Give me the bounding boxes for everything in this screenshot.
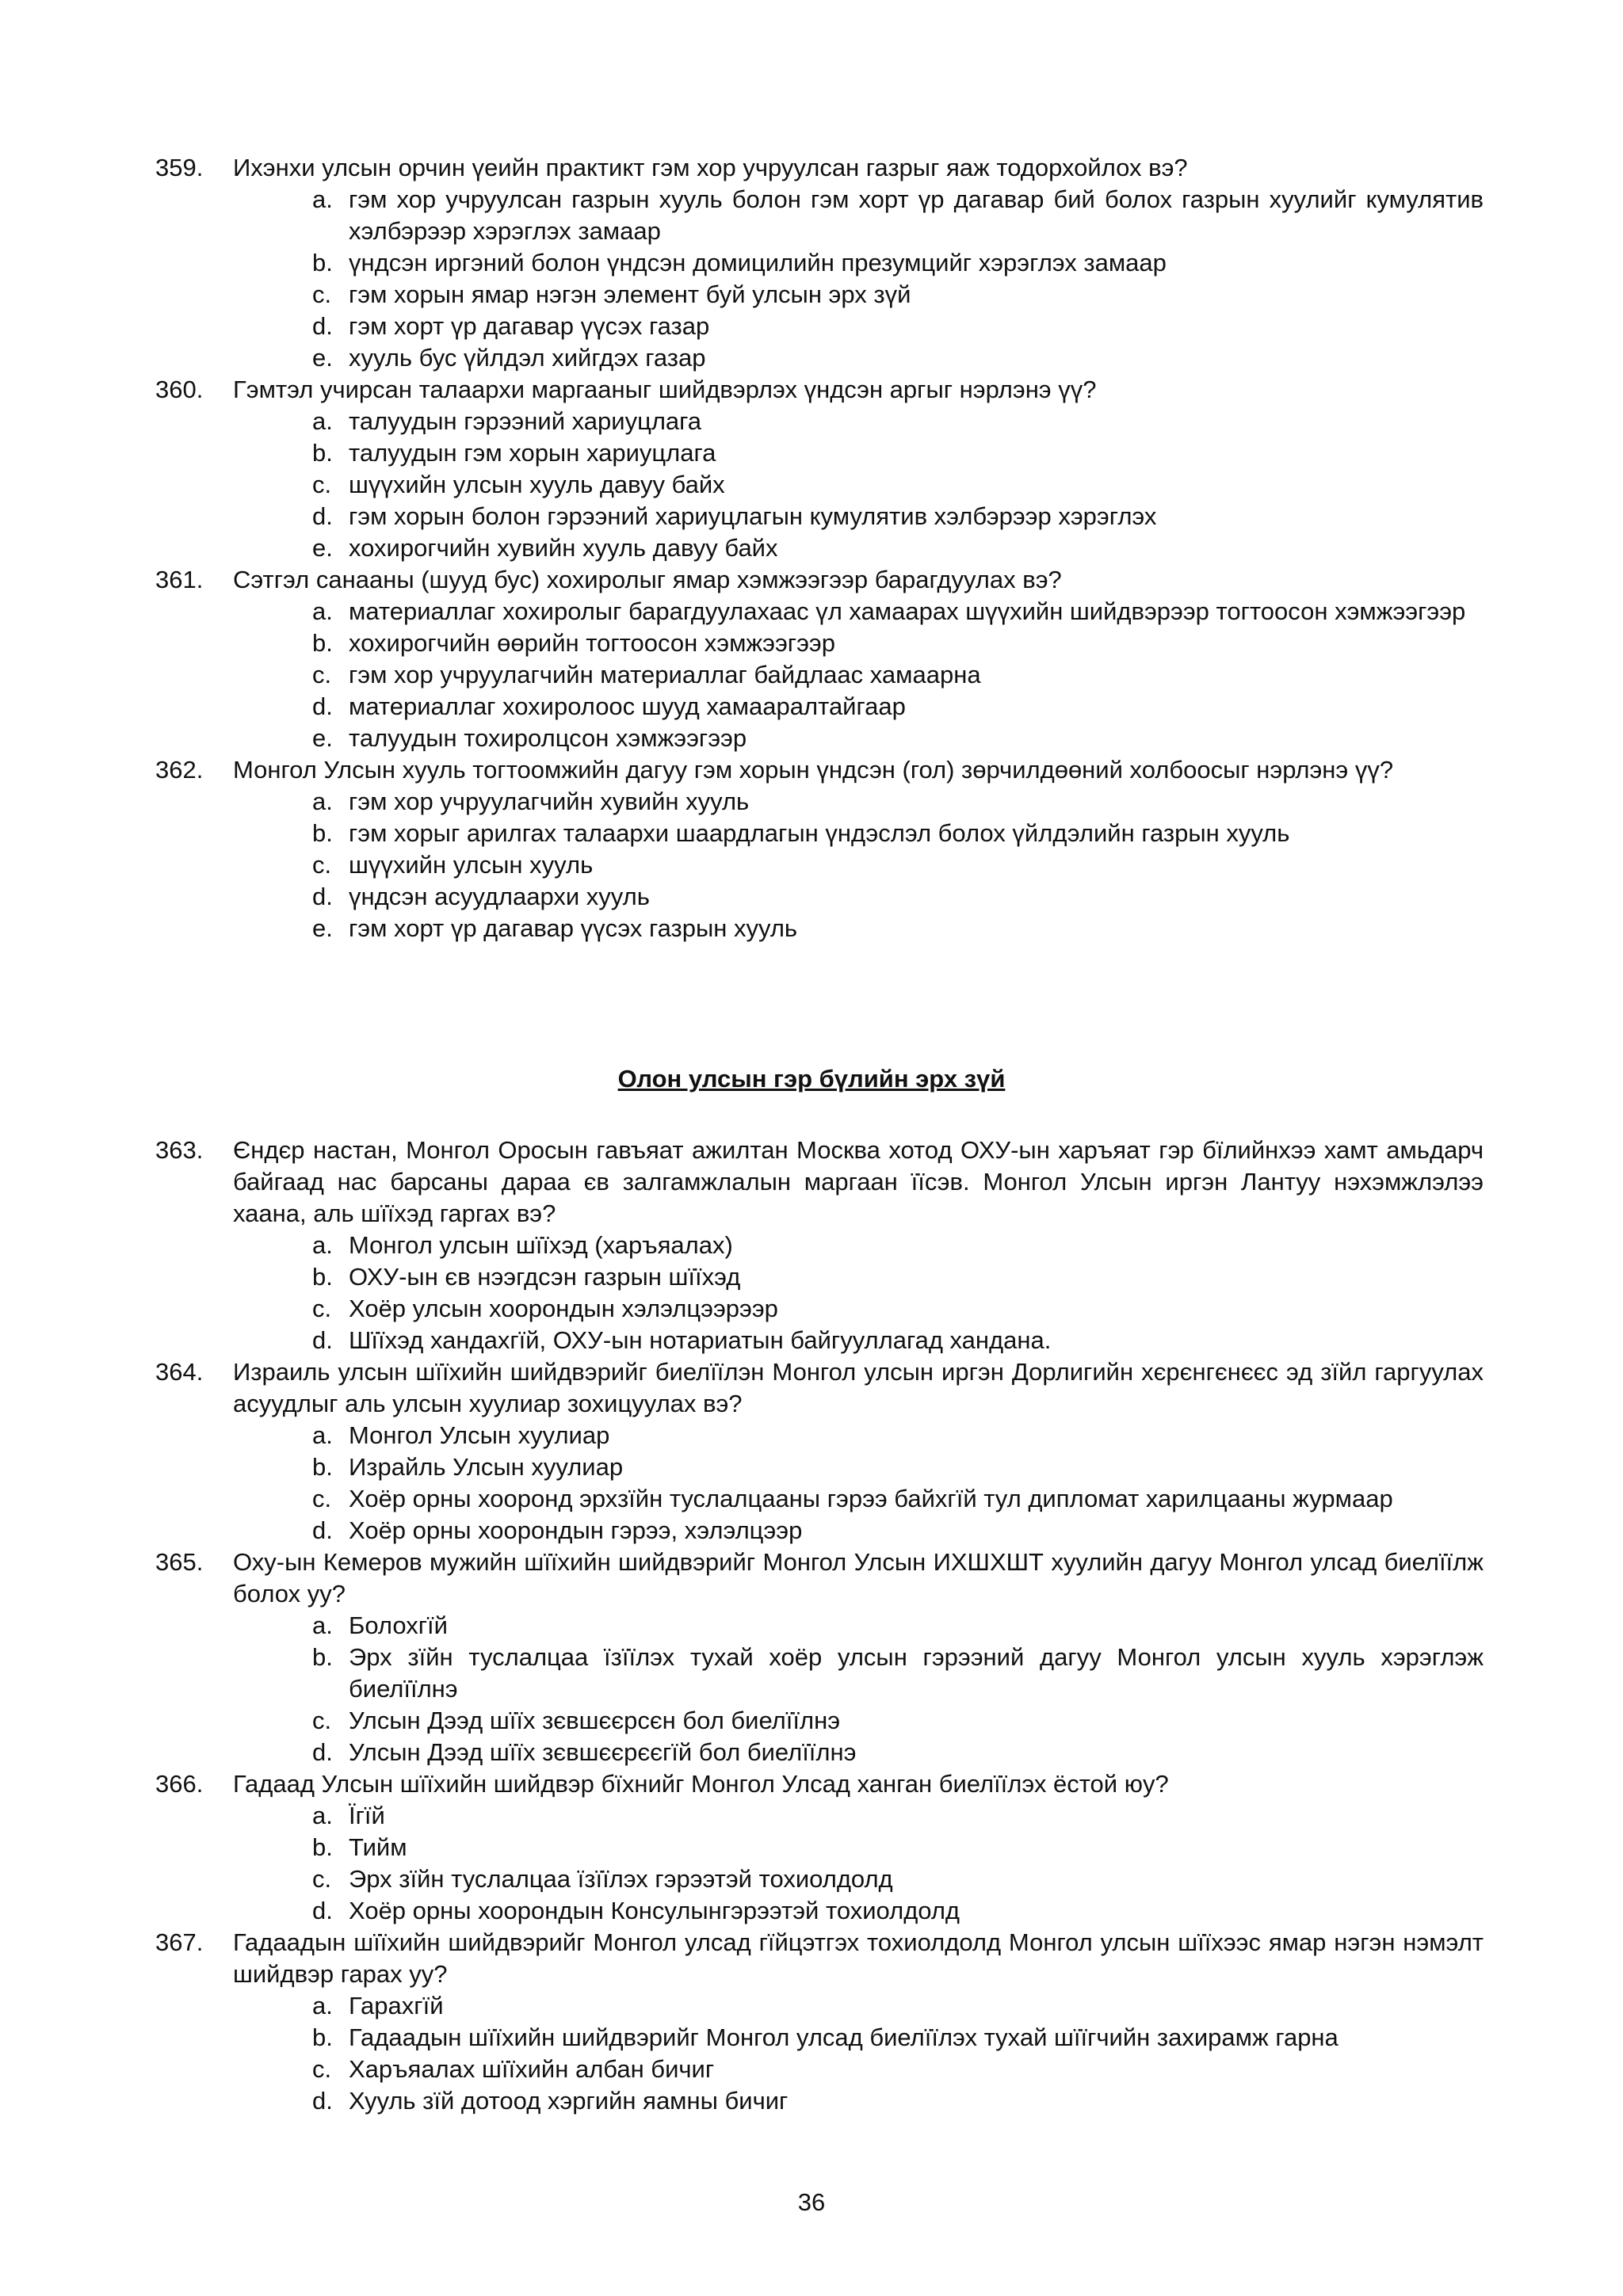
answer-option — [312, 2054, 1484, 2085]
question-item — [155, 1135, 1484, 1356]
question-item — [155, 1927, 1484, 2117]
option-letter: a. — [312, 1802, 333, 1829]
option-letter: d. — [312, 1326, 333, 1354]
option-text: Улсын Дээд шїїх зєвшєєрсєн бол биелїїлнэ — [349, 1707, 841, 1734]
question-row — [155, 1547, 1484, 1610]
question-text: Оху-ын Кемеров мужийн шїїхийн шийдвэрийг Монгол Улсын ИХШХШТ хуулийн дагуу Монгол улсад биелїїлж болох уу? — [233, 1548, 1484, 1608]
question-text: Єндєр настан, Монгол Оросын гавъяат ажилтан Москва хотод ОХУ-ын харъяат гэр бїлийнхээ хамт амьдарч байгаад нас барсаны дараа єв залгамжлалын маргаан їїсэв. Монгол Улсын иргэн Лантуу нэхэмжлэлээ хаана, аль шїїхэд гаргах вэ? — [233, 1136, 1484, 1227]
answer-option — [312, 437, 1484, 469]
question-item — [155, 374, 1484, 564]
option-letter: b. — [312, 439, 333, 467]
question-row — [155, 1768, 1484, 1800]
answer-option — [312, 279, 1484, 311]
option-letter: a. — [312, 1611, 333, 1639]
option-text: үндсэн иргэний болон үндсэн домицилийн презумцийг хэрэглэх замаар — [349, 249, 1167, 277]
option-letter: b. — [312, 1833, 333, 1861]
answer-option — [312, 596, 1484, 627]
option-text: Эрх зїйн туслалцаа їзїїлэх гэрээтэй тохиолдолд — [349, 1865, 893, 1893]
option-text: шүүхийн улсын хууль — [349, 851, 594, 879]
option-letter: d. — [312, 312, 333, 340]
option-letter: d. — [312, 1897, 333, 1924]
option-text: Хууль зїй дотоод хэргийн яамны бичиг — [349, 2087, 789, 2115]
answer-option — [312, 1420, 1484, 1451]
answer-option — [312, 1832, 1484, 1863]
option-text: Эрх зїйн туслалцаа їзїїлэх тухай хоёр улсын гэрээний дагуу Монгол улсын хууль хэрэглэж биелїїлнэ — [349, 1643, 1484, 1703]
answer-option — [312, 311, 1484, 342]
question-item — [155, 564, 1484, 754]
question-text: Гадаад Улсын шїїхийн шийдвэр бїхнийг Монгол Улсад ханган биелїїлэх ёстой юу? — [233, 1770, 1169, 1798]
option-letter: c. — [312, 2055, 332, 2083]
question-item — [155, 152, 1484, 374]
option-letter: a. — [312, 1421, 333, 1449]
option-text: гэм хорыг арилгах талаархи шаардлагын үндэслэл болох үйлдэлийн газрын хууль — [349, 819, 1290, 847]
option-text: гэм хорын болон гэрээний хариуцлагын кумулятив хэлбэрээр хэрэглэх — [349, 502, 1157, 530]
option-text: гэм хор учруулагчийн материаллаг байдлаас хамаарна — [349, 661, 981, 688]
option-text: Монгол улсын шїїхэд (харъяалах) — [349, 1231, 733, 1259]
option-text: хууль бус үйлдэл хийгдэх газар — [349, 344, 706, 372]
answer-option — [312, 849, 1484, 881]
question-row — [155, 1135, 1484, 1230]
option-text: талуудын тохиролцсон хэмжээгээр — [349, 724, 747, 752]
option-text: гэм хорт үр дагавар үүсэх газар — [349, 312, 710, 340]
option-text: Болохгїй — [349, 1611, 448, 1639]
answer-option — [312, 1230, 1484, 1261]
option-letter: e. — [312, 914, 333, 942]
option-letter: e. — [312, 534, 333, 562]
option-letter: b. — [312, 1263, 333, 1291]
question-item — [155, 754, 1484, 944]
answer-option — [312, 723, 1484, 754]
question-text: Гэмтэл учирсан талаархи маргааныг шийдвэрлэх үндсэн аргыг нэрлэнэ үү? — [233, 376, 1097, 403]
option-text: материаллаг хохиролоос шууд хамааралтайгаар — [349, 692, 906, 720]
question-row — [155, 152, 1484, 184]
option-letter: d. — [312, 883, 333, 910]
answer-option — [312, 1325, 1484, 1356]
option-letter: b. — [312, 629, 333, 657]
option-letter: b. — [312, 1643, 333, 1671]
option-text: ОХУ-ын єв нээгдсэн газрын шїїхэд — [349, 1263, 741, 1291]
question-item — [155, 1547, 1484, 1768]
question-number: 359. — [155, 154, 204, 181]
option-letter: c. — [312, 1865, 332, 1893]
option-text: Тийм — [349, 1833, 407, 1861]
option-letter: a. — [312, 185, 333, 213]
answer-option — [312, 1990, 1484, 2022]
question-item — [155, 1768, 1484, 1927]
option-letter: d. — [312, 692, 333, 720]
option-letter: c. — [312, 661, 332, 688]
option-letter: a. — [312, 1231, 333, 1259]
question-number: 367. — [155, 1928, 204, 1956]
question-group-tort — [155, 152, 1484, 944]
question-number: 361. — [155, 566, 204, 593]
answer-option — [312, 1895, 1484, 1927]
option-letter: c. — [312, 280, 332, 308]
option-letter: a. — [312, 597, 333, 625]
question-row — [155, 754, 1484, 786]
section-title: Олон улсын гэр бүлийн эрх зүй — [617, 1065, 1006, 1093]
option-text: талуудын гэрээний хариуцлага — [349, 407, 702, 435]
option-letter: e. — [312, 724, 333, 752]
answer-option — [312, 1451, 1484, 1483]
answer-option — [312, 184, 1484, 247]
option-text: Израйль Улсын хуулиар — [349, 1453, 624, 1481]
question-row — [155, 374, 1484, 406]
question-group-family-law — [155, 1135, 1484, 2117]
option-text: Хоёр орны хоорондын Консулынгэрээтэй тохиолдолд — [349, 1897, 960, 1924]
question-row — [155, 1356, 1484, 1420]
option-letter: d. — [312, 2087, 333, 2115]
option-text: Хоёр орны хооронд эрхзїйн туслалцааны гэрээ байхгїй тул дипломат харилцааны журмаар — [349, 1485, 1393, 1512]
question-row — [155, 1927, 1484, 1990]
question-text: Монгол Улсын хууль тогтоомжийн дагуу гэм хорын үндсэн (гол) зөрчилдөөний холбоосыг нэрлэнэ үү? — [233, 756, 1394, 784]
answer-option — [312, 1737, 1484, 1768]
option-text: гэм хор учруулсан газрын хууль болон гэм хорт үр дагавар бий болох газрын хуулийг кумулятив хэлбэрээр хэрэглэх замаар — [349, 185, 1484, 245]
option-text: хохирогчийн хувийн хууль давуу байх — [349, 534, 778, 562]
option-text: Їгїй — [349, 1802, 385, 1829]
option-text: Гарахгїй — [349, 1992, 444, 2019]
option-text: материаллаг хохиролыг барагдуулахаас үл хамаарах шүүхийн шийдвэрээр тогтоосон хэмжээгээр — [349, 597, 1466, 625]
option-text: талуудын гэм хорын хариуцлага — [349, 439, 716, 467]
answer-option — [312, 659, 1484, 691]
option-text: шүүхийн улсын хууль давуу байх — [349, 471, 725, 498]
option-text: хохирогчийн өөрийн тогтоосон хэмжээгээр — [349, 629, 835, 657]
answer-option — [312, 247, 1484, 279]
question-number: 366. — [155, 1770, 204, 1798]
option-text: үндсэн асуудлаархи хууль — [349, 883, 650, 910]
answer-option — [312, 913, 1484, 944]
question-text: Ихэнхи улсын орчин үеийн практикт гэм хор учруулсан газрыг яаж тодорхойлох вэ? — [233, 154, 1188, 181]
question-item — [155, 1356, 1484, 1547]
option-text: Харъяалах шїїхийн албан бичиг — [349, 2055, 715, 2083]
page-number: 36 — [797, 2188, 826, 2216]
option-text: гэм хорт үр дагавар үүсэх газрын хууль — [349, 914, 798, 942]
answer-option — [312, 881, 1484, 913]
question-text: Израиль улсын шїїхийн шийдвэрийг биелїїлэн Монгол улсын иргэн Дорлигийн хєрєнгєнєєс эд зїйл гаргуулах асуудлыг аль улсын хуулиар зохицуулах вэ? — [233, 1358, 1484, 1417]
option-letter: a. — [312, 788, 333, 815]
answer-option — [312, 1642, 1484, 1705]
answer-option — [312, 1800, 1484, 1832]
option-text: Шїїхэд хандахгїй, ОХУ-ын нотариатын байгууллагад хандана. — [349, 1326, 1052, 1354]
answer-option — [312, 1483, 1484, 1515]
option-text: Монгол Улсын хуулиар — [349, 1421, 610, 1449]
option-letter: a. — [312, 407, 333, 435]
option-letter: c. — [312, 1707, 332, 1734]
option-letter: b. — [312, 1453, 333, 1481]
option-letter: c. — [312, 471, 332, 498]
answer-option — [312, 1610, 1484, 1642]
question-text: Сэтгэл санааны (шууд бус) хохиролыг ямар хэмжээгээр барагдуулах вэ? — [233, 566, 1062, 593]
option-letter: d. — [312, 502, 333, 530]
option-text: Гадаадын шїїхийн шийдвэрийг Монгол улсад биелїїлэх тухай шїїгчийн захирамж гарна — [349, 2023, 1338, 2051]
answer-option — [312, 1863, 1484, 1895]
question-number: 365. — [155, 1548, 204, 1576]
question-row — [155, 564, 1484, 596]
answer-option — [312, 818, 1484, 849]
option-letter: d. — [312, 1738, 333, 1766]
answer-option — [312, 786, 1484, 818]
answer-option — [312, 1705, 1484, 1737]
answer-option — [312, 532, 1484, 564]
answer-option — [312, 342, 1484, 374]
answer-option — [312, 691, 1484, 723]
question-number: 362. — [155, 756, 204, 784]
question-number: 363. — [155, 1136, 204, 1164]
option-letter: b. — [312, 819, 333, 847]
option-letter: b. — [312, 249, 333, 277]
option-letter: c. — [312, 851, 332, 879]
answer-option — [312, 2085, 1484, 2117]
answer-option — [312, 406, 1484, 437]
option-text: Улсын Дээд шїїх зєвшєєрєєгїй бол биелїїлнэ — [349, 1738, 857, 1766]
answer-option — [312, 1515, 1484, 1547]
answer-option — [312, 627, 1484, 659]
question-number: 364. — [155, 1358, 204, 1386]
question-number: 360. — [155, 376, 204, 403]
option-text: Хоёр улсын хоорондын хэлэлцээрээр — [349, 1295, 778, 1322]
answer-option — [312, 1293, 1484, 1325]
option-letter: a. — [312, 1992, 333, 2019]
option-letter: c. — [312, 1485, 332, 1512]
answer-option — [312, 1261, 1484, 1293]
option-letter: b. — [312, 2023, 333, 2051]
option-letter: c. — [312, 1295, 332, 1322]
option-text: Хоёр орны хоорондын гэрээ, хэлэлцээр — [349, 1516, 803, 1544]
answer-option — [312, 469, 1484, 501]
question-text: Гадаадын шїїхийн шийдвэрийг Монгол улсад гїйцэтгэх тохиолдолд Монгол улсын шїїхээс ямар нэгэн нэмэлт шийдвэр гарах уу? — [233, 1928, 1484, 1988]
option-letter: e. — [312, 344, 333, 372]
option-text: гэм хорын ямар нэгэн элемент буй улсын эрх зүй — [349, 280, 911, 308]
option-text: гэм хор учруулагчийн хувийн хууль — [349, 788, 750, 815]
answer-option — [312, 2022, 1484, 2054]
answer-option — [312, 501, 1484, 532]
option-letter: d. — [312, 1516, 333, 1544]
